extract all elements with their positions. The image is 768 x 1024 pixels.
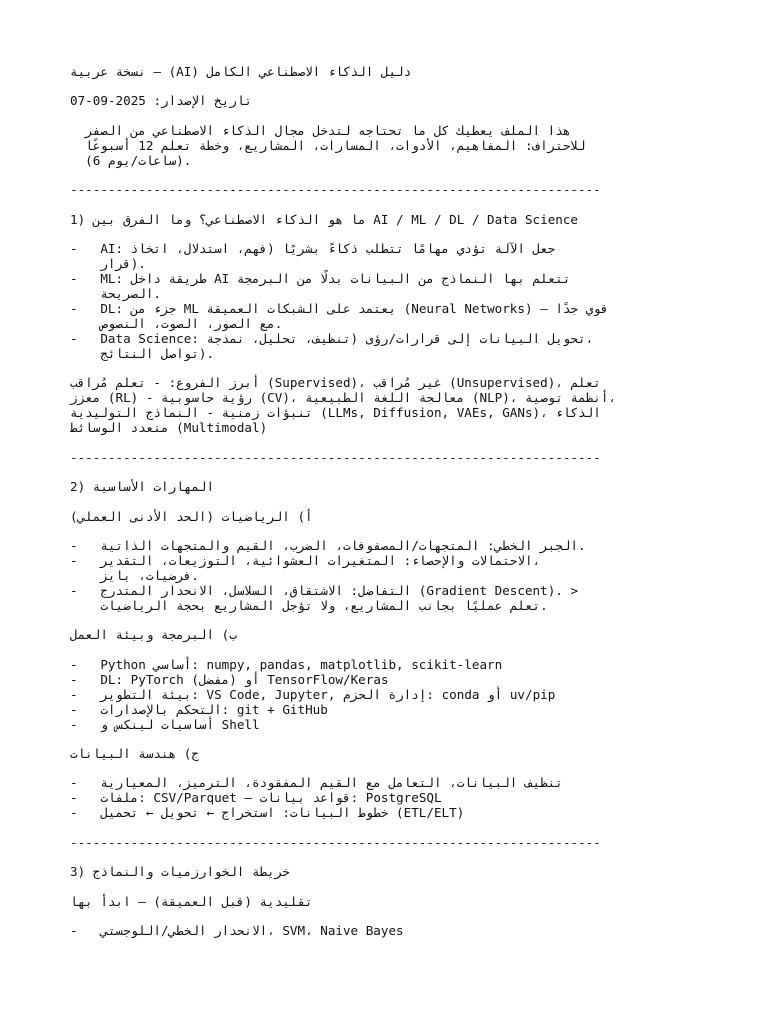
intro-line: للاحتراف: المفاهيم، الأدوات، المسارات، المشاريع، وخطة تعلم 12 أسبوعًا <box>70 137 586 153</box>
list-item: - التحكم بالإصدارات: git + GitHub <box>70 701 328 717</box>
list-item: - بيئة التطوير: VS Code, Jupyter, إدارة الحزم: conda أو uv/pip <box>70 686 556 702</box>
list-item: - التفاضل: الاشتقاق، السلاسل، الانحدار المتدرج (Gradient Descent). > <box>70 582 579 598</box>
section-1-heading: 1) ما هو الذكاء الاصطناعي؟ وما الفرق بين AI / ML / DL / Data Science <box>70 211 579 227</box>
list-item: - DL: جزء من ML يعتمد على الشبكات العميقة (Neural Networks) — قوي جدًا <box>70 300 609 316</box>
list-item: - تنظيف البيانات، التعامل مع القيم المفقودة، الترميز، المعيارية <box>70 775 563 791</box>
list-item: - Python أساسي: numpy, pandas, matplotlib, scikit-learn <box>70 656 503 672</box>
section-2-heading: 2) المهارات الأساسية <box>70 479 215 495</box>
list-item: - خطوط البيانات: استخراج ← تحويل ← تحميل (ETL/ELT) <box>70 805 465 821</box>
list-item-continuation: فرضيات، بايز. <box>70 567 199 583</box>
intro-line: (6 ساعات/يوم). <box>70 152 192 168</box>
list-item: - الاحتمالات والإحصاء: المتغيرات العشوائية، التوزيعات، التقدير، <box>70 552 541 568</box>
section-3-heading: 3) خريطة الخوارزميات والنماذج <box>70 864 290 880</box>
paragraph-line: متعدد الوسائط (Multimodal) <box>70 420 268 436</box>
document-body <box>70 64 630 938</box>
divider: ---------------------------------------------------------------------- <box>70 449 601 465</box>
list-item-continuation: الصريحة. <box>70 285 162 301</box>
list-item: - أساسيات لينكس و Shell <box>70 716 260 732</box>
subsection-math-heading: أ) الرياضيات (الحد الأدنى العملي) <box>70 508 313 524</box>
list-item: - AI: جعل الآلة تؤدي مهامًا تتطلب ذكاءً بشريًا (فهم، استدلال، اتخاذ <box>70 240 556 256</box>
divider: ---------------------------------------------------------------------- <box>70 182 601 198</box>
paragraph-line: معزز (RL) - رؤية حاسوبية (CV)، معالجة اللغة الطبيعية (NLP)، أنظمة توصية، <box>70 390 616 406</box>
divider: ---------------------------------------------------------------------- <box>70 834 601 850</box>
document-title: نسخة عربية — (AI) دليل الذكاء الاصطناعي الكامل <box>70 64 412 79</box>
list-item: - DL: PyTorch (مفضل) أو TensorFlow/Keras <box>70 671 389 687</box>
subsection-programming-heading: ب) البرمجة وبيئة العمل <box>70 627 237 643</box>
release-date: تاريخ الإصدار: 2025-09-07 <box>70 93 253 109</box>
list-item-continuation: تواصل النتائج). <box>70 345 215 361</box>
list-item: - الانحدار الخطي/اللوجستي، SVM، Naive Bayes <box>70 923 404 939</box>
list-item-continuation: تعلم عمليًا بجانب المشاريع، ولا تؤجل المشاريع بحجة الرياضيات. <box>70 597 548 613</box>
paragraph-line: تنبؤات زمنية - النماذج التوليدية (LLMs, Diffusion, VAEs, GANs)، الذكاء <box>70 405 601 421</box>
subsection-data-eng-heading: ج) هندسة البيانات <box>70 746 199 762</box>
list-item-continuation: قرار). <box>70 255 146 271</box>
list-item-continuation: مع الصور، الصوت، النصوص. <box>70 315 283 331</box>
list-item: - ML: طريقة داخل AI تتعلم بها النماذج من البيانات بدلًا من البرمجة <box>70 270 571 286</box>
list-item: - ملفات: CSV/Parquet — قواعد بيانات: PostgreSQL <box>70 790 442 806</box>
list-item: - الجبر الخطي: المتجهات/المصفوفات، الضرب، القيم والمتجهات الذاتية. <box>70 537 586 553</box>
paragraph-line: أبرز الفروع: - تعلم مُراقب (Supervised)، غير مُراقب (Unsupervised)، تعلم <box>70 375 601 391</box>
subsection-traditional-heading: تقليدية (قبل العميقة) — ابدأ بها <box>70 893 313 909</box>
intro-line: هذا الملف يعطيك كل ما تحتاجه لتدخل مجال الذكاء الاصطناعي من الصفر <box>70 122 571 138</box>
list-item: - Data Science: تحويل البيانات إلى قرارات/رؤى (تنظيف، تحليل، نمذجة، <box>70 330 594 346</box>
